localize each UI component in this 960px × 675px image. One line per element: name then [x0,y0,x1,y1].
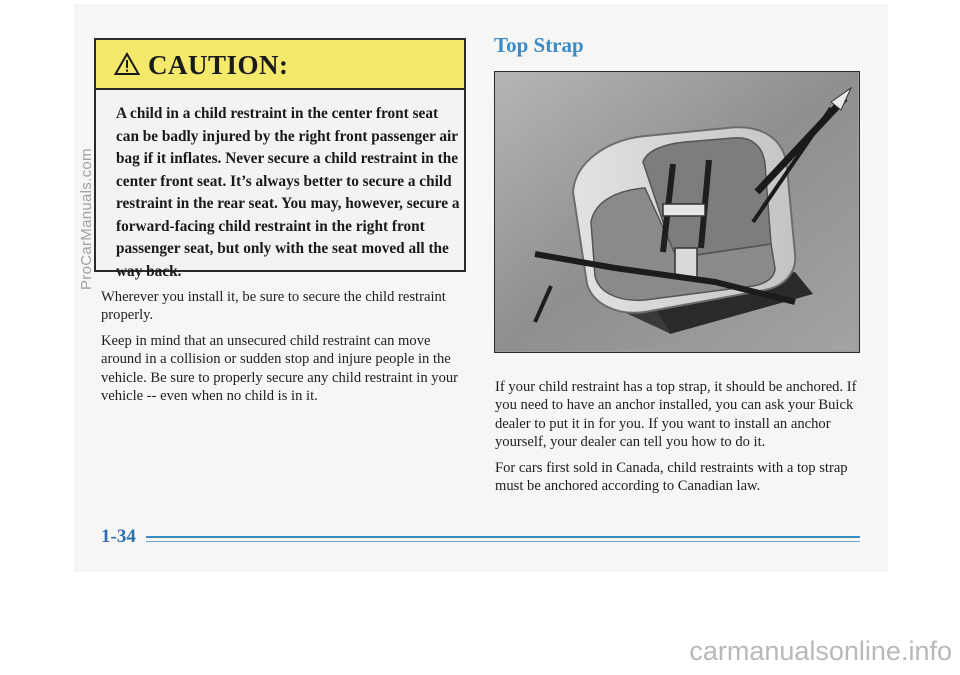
side-watermark: ProCarManuals.com [78,148,95,290]
paragraph: Wherever you install it, be sure to secure the child restraint properly. [101,289,446,324]
paragraph: Keep in mind that an unsecured child restraint can move around in a collision or sudden stop and injure people in the vehicle. Be sure to properly secure any child restraint in your vehicle -- even when no child is in it. [101,332,459,405]
warning-triangle-icon [114,52,140,76]
section-title: Top Strap [494,33,584,57]
child-seat-top-strap-illustration [494,71,860,353]
corner-watermark: carmanualsonline.info [689,636,952,666]
footer-rule-thin [146,541,860,542]
page-number: 1-34 [101,526,136,547]
caution-text: A child in a child restraint in the center front seat can be badly injured by the right front passenger air bag if it inflates. Never secure a child restraint in the center front seat. It’s always better to secure a child restraint in the rear seat. You may, however, secure a forward-facing child restraint in the right front passenger seat, but only with the seat moved all the way back. [116,105,460,280]
left-column-text [101,288,471,412]
paragraph: For cars first sold in Canada, child restraints with a top strap must be anchored according to Canadian law. [495,459,848,495]
caution-box [94,38,466,280]
paragraph: If your child restraint has a top strap, it should be anchored. If you need to have an anchor installed, you can ask your Buick dealer to put it in for you. If you want to install an anchor yourself, your dealer can tell you how to do it. [495,379,857,451]
caution-header [96,40,464,90]
footer-rule [146,536,860,538]
caution-title: CAUTION: [148,50,289,80]
right-column-text [495,378,867,502]
